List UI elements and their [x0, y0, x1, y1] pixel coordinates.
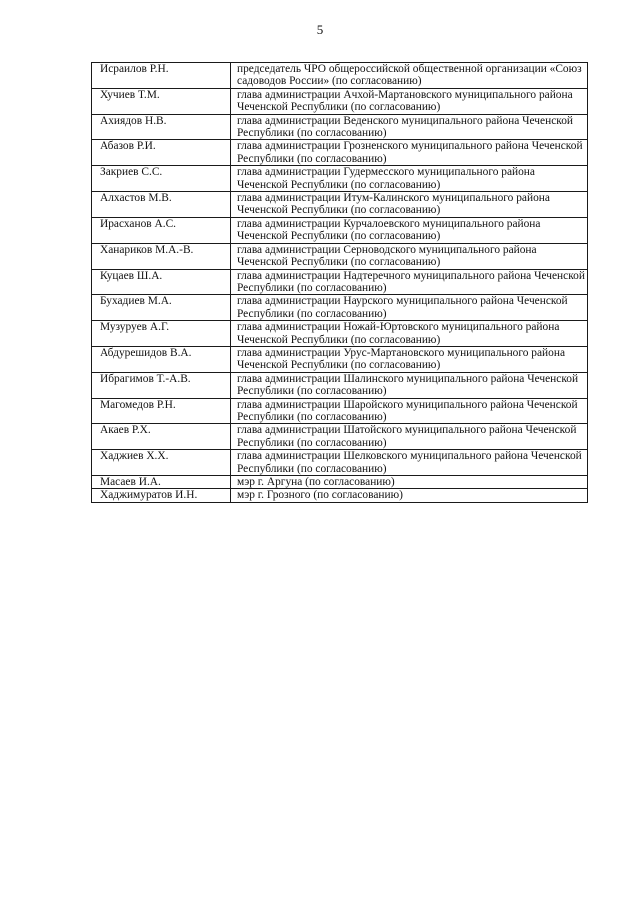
member-role: глава администрации Гудермесского муниципального района Чеченской Республики (по согласованию) — [231, 166, 588, 192]
table-row — [92, 192, 588, 218]
member-name: Абдурешидов В.А. — [92, 346, 231, 372]
table-row — [92, 217, 588, 243]
member-name: Бухадиев М.А. — [92, 295, 231, 321]
member-name: Музуруев А.Г. — [92, 321, 231, 347]
table-row — [92, 140, 588, 166]
member-role: глава администрации Веденского муниципального района Чеченской Республики (по согласованию) — [231, 114, 588, 140]
member-role: глава администрации Итум-Калинского муниципального района Чеченской Республики (по согласованию) — [231, 192, 588, 218]
member-name: Масаев И.А. — [92, 476, 231, 489]
member-name: Хаджиев Х.Х. — [92, 450, 231, 476]
member-name: Ибрагимов Т.-А.В. — [92, 372, 231, 398]
member-name: Хучиев Т.М. — [92, 88, 231, 114]
member-role: председатель ЧРО общероссийской общественной организации «Союз садоводов России» (по согласованию) — [231, 63, 588, 89]
member-role: глава администрации Ачхой-Мартановского муниципального района Чеченской Республики (по согласованию) — [231, 88, 588, 114]
member-name: Хаджимуратов И.Н. — [92, 489, 231, 502]
member-role: глава администрации Наурского муниципального района Чеченской Республики (по согласованию) — [231, 295, 588, 321]
member-name: Алхастов М.В. — [92, 192, 231, 218]
member-name: Ханариков М.А.-В. — [92, 243, 231, 269]
member-role: мэр г. Аргуна (по согласованию) — [231, 476, 588, 489]
table-row — [92, 269, 588, 295]
member-role: мэр г. Грозного (по согласованию) — [231, 489, 588, 502]
table-row — [92, 63, 588, 89]
table-row — [92, 243, 588, 269]
member-role: глава администрации Шалинского муниципального района Чеченской Республики (по согласованию) — [231, 372, 588, 398]
table-row — [92, 398, 588, 424]
member-role: глава администрации Грозненского муниципального района Чеченской Республики (по согласованию) — [231, 140, 588, 166]
table-row — [92, 372, 588, 398]
member-name: Куцаев Ш.А. — [92, 269, 231, 295]
member-role: глава администрации Шелковского муниципального района Чеченской Республики (по согласованию) — [231, 450, 588, 476]
member-name: Ирасханов А.С. — [92, 217, 231, 243]
member-role: глава администрации Ножай-Юртовского муниципального района Чеченской Республики (по согласованию) — [231, 321, 588, 347]
member-role: глава администрации Серноводского муниципального района Чеченской Республики (по согласованию) — [231, 243, 588, 269]
member-name: Абазов Р.И. — [92, 140, 231, 166]
table-row — [92, 476, 588, 489]
member-name: Магомедов Р.Н. — [92, 398, 231, 424]
table-row — [92, 114, 588, 140]
table-row — [92, 166, 588, 192]
table-row — [92, 346, 588, 372]
table-row — [92, 424, 588, 450]
commission-members-table — [91, 62, 588, 503]
member-role: глава администрации Шатойского муниципального района Чеченской Республики (по согласованию) — [231, 424, 588, 450]
page-number: 5 — [316, 22, 324, 37]
member-role: глава администрации Шаройского муниципального района Чеченской Республики (по согласованию) — [231, 398, 588, 424]
table-row — [92, 88, 588, 114]
table-row — [92, 295, 588, 321]
table-row — [92, 450, 588, 476]
member-role: глава администрации Курчалоевского муниципального района Чеченской Республики (по согласованию) — [231, 217, 588, 243]
table-row — [92, 321, 588, 347]
member-role: глава администрации Надтеречного муниципального района Чеченской Республики (по согласованию) — [231, 269, 588, 295]
member-name: Исраилов Р.Н. — [92, 63, 231, 89]
table-row — [92, 489, 588, 502]
member-name: Закриев С.С. — [92, 166, 231, 192]
member-role: глава администрации Урус-Мартановского муниципального района Чеченской Республики (по согласованию) — [231, 346, 588, 372]
member-name: Ахиядов Н.В. — [92, 114, 231, 140]
member-name: Акаев Р.Х. — [92, 424, 231, 450]
